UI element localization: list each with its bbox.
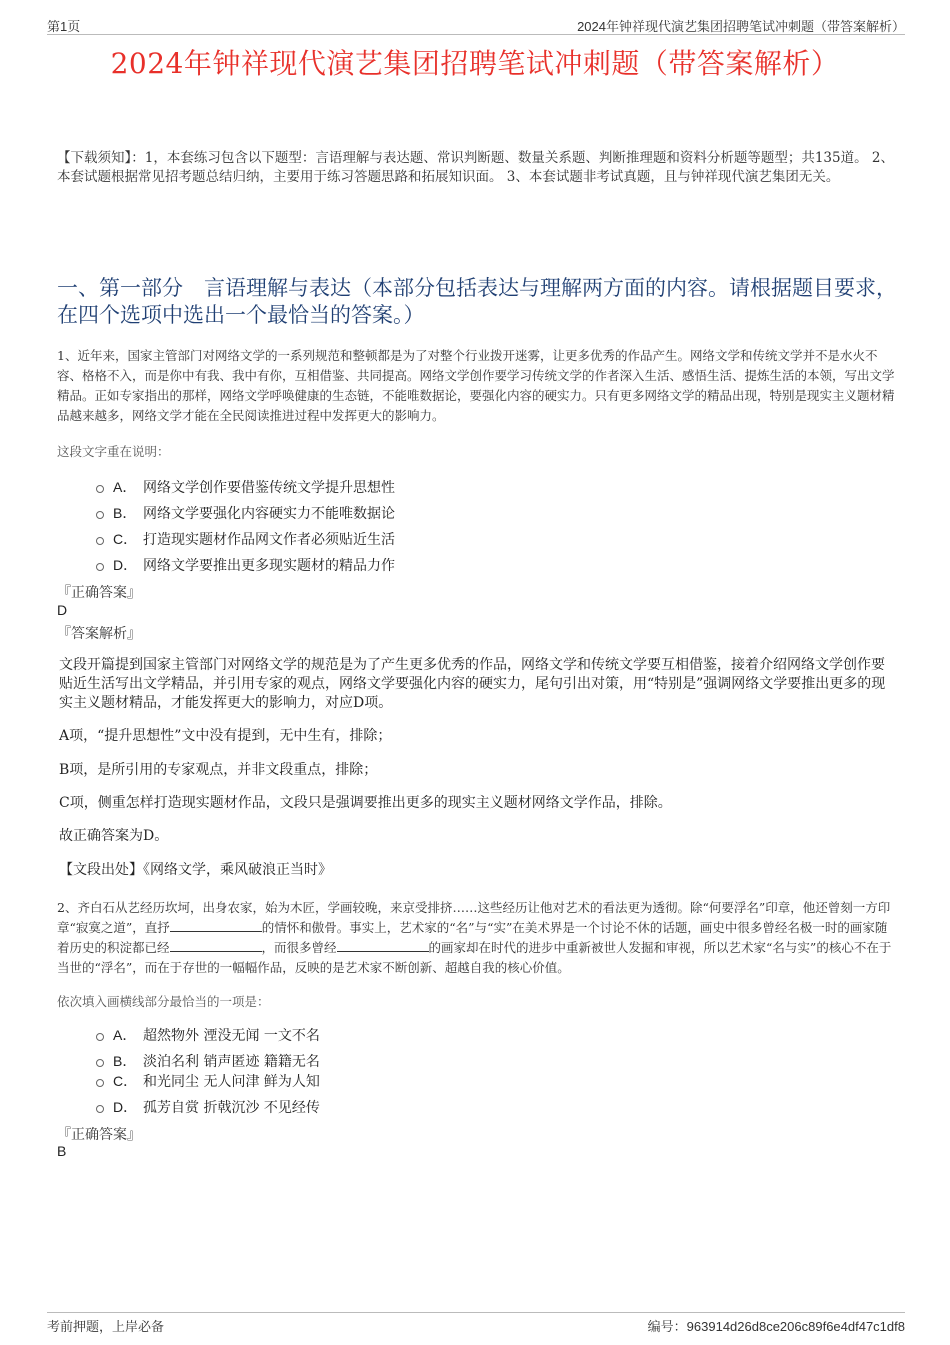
analysis-paragraph: 文段开篇提到国家主管部门对网络文学的规范是为了产生更多优秀的作品，网络文学和传统文学要互相借鉴，接着介绍网络文学创作要贴近生活写出文学精品，并引用专家的观点，网络文学要强化内容的硬实力，尾句引出对策，用“特别是”强调网络文学要推出更多的现实主义题材精品，才能发挥更大的影响力，对应D项。	[59, 657, 886, 711]
question-2-option-b[interactable]	[96, 1051, 320, 1071]
question-2-answer-label: 『正确答案』	[57, 1127, 141, 1143]
fill-blank	[337, 939, 429, 952]
running-title: 2024年钟祥现代演艺集团招聘笔试冲刺题（带答案解析）	[577, 19, 905, 34]
question-1-answer-label: 『正确答案』	[57, 585, 141, 601]
analysis-paragraph: B项，是所引用的专家观点，并非文段重点，排除；	[59, 762, 378, 778]
page-footer	[47, 1312, 905, 1335]
radio-icon[interactable]	[96, 511, 104, 519]
question-2-text-part: 的画家却在时代的进步中重新被世人发掘和审视，所以艺术家“名与实”的核心不在于当世的“浮名”，而在于存世的一幅幅作品，反映的是艺术家不断创新、超越自我的核心价值。	[57, 940, 892, 975]
option-letter: D．	[113, 557, 138, 573]
option-letter: B．	[113, 1053, 137, 1069]
question-2-answer: B	[57, 1143, 67, 1159]
analysis-paragraph: C项，侧重怎样打造现实题材作品，文段只是强调要推出更多的现实主义题材网络文学作品，排除。	[59, 795, 672, 811]
question-2-option-d[interactable]	[96, 1097, 320, 1117]
question-2-option-c[interactable]	[96, 1071, 320, 1091]
section-title: 一、第一部分 言语理解与表达（本部分包括表达与理解两方面的内容。请根据题目要求，在四个选项中选出一个最恰当的答案。）	[57, 276, 897, 327]
option-letter: C．	[113, 1073, 138, 1089]
option-text: 网络文学要推出更多现实题材的精品力作	[143, 558, 395, 574]
page-number: 第1页	[47, 19, 81, 34]
question-2-option-a[interactable]	[96, 1025, 320, 1045]
question-2-text	[57, 898, 898, 978]
analysis-paragraph: 故正确答案为D。	[59, 828, 169, 844]
question-2-text-part: 2、齐白石从艺经历坎坷，出身农家，始为木匠，学画较晚，来京受排挤……这些经历让他对艺术的看法更为透彻。除“何要浮名”印章，他还曾刻一方印章“寂寞之道”，直抒	[57, 900, 891, 935]
option-text: 淡泊名利 销声匿迹 籍籍无名	[143, 1054, 320, 1070]
document-code	[648, 1316, 905, 1335]
radio-icon[interactable]	[96, 1105, 104, 1113]
option-letter: C．	[113, 531, 138, 547]
radio-icon[interactable]	[96, 1079, 104, 1087]
fill-blank	[170, 939, 262, 952]
download-notice: 【下载须知】：1，本套练习包含以下题型：言语理解与表达题、常识判断题、数量关系题、判断推理题和资料分析题等题型；共135道。 2、本套试题根据常见招考题总结归纳，主要用于练习答题思路和拓展知识面。 3、本套试题非考试真题，且与钟祥现代演艺集团无关。	[57, 150, 894, 185]
footer-slogan: 考前押题，上岸必备	[47, 1320, 165, 1335]
radio-icon[interactable]	[96, 485, 104, 493]
page-header	[47, 14, 905, 35]
question-1-option-c[interactable]	[96, 529, 395, 549]
option-letter: A．	[113, 1027, 137, 1043]
radio-icon[interactable]	[96, 563, 104, 571]
question-2-prompt: 依次填入画横线部分最恰当的一项是：	[57, 994, 270, 1009]
document-title: 2024年钟祥现代演艺集团招聘笔试冲刺题（带答案解析）	[110, 47, 840, 80]
fill-blank	[170, 919, 262, 932]
option-text: 打造现实题材作品网文作者必须贴近生活	[143, 532, 395, 548]
question-1-answer: D	[57, 602, 68, 618]
option-letter: A．	[113, 479, 137, 495]
document-code-value: 963914d26d8ce206c89f6e4df47c1df8	[686, 1319, 905, 1334]
radio-icon[interactable]	[96, 1059, 104, 1067]
radio-icon[interactable]	[96, 537, 104, 545]
question-1-analysis-label: 『答案解析』	[57, 626, 141, 642]
question-1-prompt: 这段文字重在说明：	[57, 444, 170, 459]
option-text: 超然物外 湮没无闻 一文不名	[143, 1028, 320, 1044]
radio-icon[interactable]	[96, 1033, 104, 1041]
option-letter: B．	[113, 505, 137, 521]
question-1-option-d[interactable]	[96, 555, 395, 575]
option-text: 网络文学创作要借鉴传统文学提升思想性	[143, 480, 395, 496]
option-text: 孤芳自赏 折戟沉沙 不见经传	[143, 1100, 320, 1116]
question-1-text: 1、近年来，国家主管部门对网络文学的一系列规范和整顿都是为了对整个行业拨开迷雾，让更多优秀的作品产生。网络文学和传统文学并不是水火不容、格格不入，而是你中有我、我中有你，互相借鉴、共同提高。网络文学创作要学习传统文学的作者深入生活、感悟生活、提炼生活的本领，写出文学精品。正如专家指出的那样，网络文学呼唤健康的生态链，不能唯数据论，要强化内容的硬实力。只有更多网络文学的精品出现，特别是现实主义题材精品越来越多，网络文学才能在全民阅读推进过程中发挥更大的影响力。	[57, 348, 895, 423]
question-2-text-part: ，而很多曾经	[261, 940, 337, 955]
question-2-text-part: 的情怀和傲骨。事实上，艺术家的“名”与“实”在美术界是一个讨论不休的话题，画史中很多曾经名极一时的画家随着历史的积淀都已经	[57, 920, 888, 955]
option-text: 和光同尘 无人问津 鲜为人知	[143, 1074, 320, 1090]
analysis-source: 【文段出处】《网络文学，乘风破浪正当时》	[59, 862, 332, 878]
analysis-paragraph: A项，“提升思想性”文中没有提到，无中生有，排除；	[59, 728, 392, 744]
question-1-option-b[interactable]	[96, 503, 395, 523]
document-code-label: 编号：	[647, 1319, 687, 1334]
option-letter: D．	[113, 1099, 138, 1115]
question-1-option-a[interactable]	[96, 477, 395, 497]
option-text: 网络文学要强化内容硬实力不能唯数据论	[143, 506, 395, 522]
